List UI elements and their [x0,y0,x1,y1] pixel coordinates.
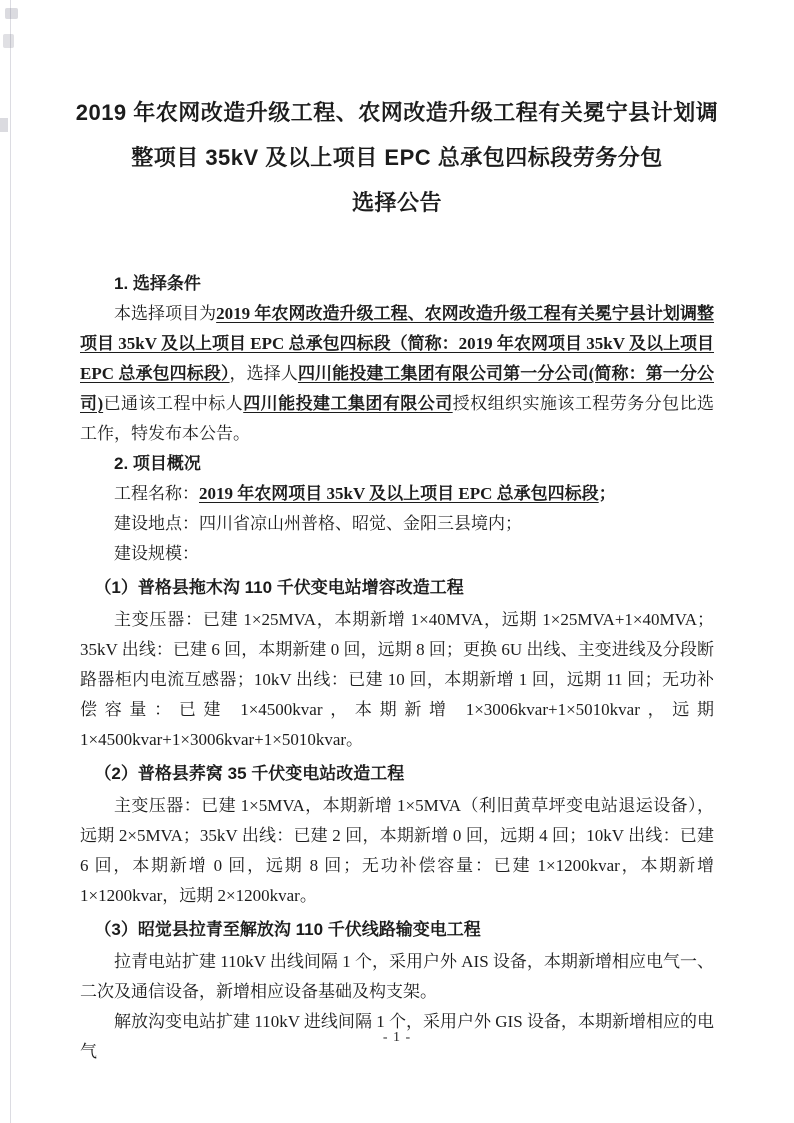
section-subheading [80,759,714,789]
text-run: 授权组织实施该工程劳务分包比选工作，特发布本公告。 [80,394,715,443]
text-run: （3）昭觉县拉青至解放沟 110 千伏线路输变电工程 [94,920,481,939]
paragraph [80,299,714,449]
page-number: - 1 - [382,1030,412,1045]
text-run: 解放沟变电站扩建 110kV 进线间隔 1 个，采用户外 GIS 设备，本期新增相应的电气 [80,1012,714,1061]
text-run: 拉青电站扩建 110kV 出线间隔 1 个，采用户外 AIS 设备，本期新增相应电气一、二次及通信设备，新增相应设备基础及构支架。 [80,952,714,1001]
paragraph [80,509,714,539]
text-run: 主变压器：已建 1×5MVA，本期新增 1×5MVA（利旧黄草坪变电站退运设备），远期 2×5MVA；35kV 出线：已建 2 回，本期新增 0 回，远期 4 回；10kV 出线：已建 6 回，本期新增 0 回，远期 8 回；无功补偿容量：已建 1×1200kvar，本期新增 1×1200kvar，远期 2×1200kvar。 [80,796,714,905]
paragraph [80,947,714,1007]
text-run: 1. 选择条件 [114,274,201,293]
text-run: 建设地点：四川省凉山州普格、昭觉、金阳三县境内； [114,514,522,533]
text-run: 四川能投建工集团有限公司第一分公司(简称：第一分公司) [80,364,714,413]
paragraph [80,605,714,755]
text-run: 四川能投建工集团有限公司 [243,394,453,413]
section-heading [80,449,714,479]
text-run: 已通该工程中标人 [103,394,244,413]
scan-artifact-mark [3,34,14,48]
text-run: 建设规模： [114,544,199,563]
scan-artifact-mark [5,8,18,19]
text-run: 2. 项目概况 [114,454,201,473]
text-run: 主变压器：已建 1×25MVA，本期新增 1×40MVA，远期 1×25MVA+1×40MVA；35kV 出线：已建 6 回，本期新建 0 回，远期 8 回；更换 6U 出线、主变进线及分段断路器柜内电流互感器；10kV 出线：已建 10 回，本期新增 1 回，远期 11 回；无功补偿容量：已建 1×4500kvar，本期新增 1×3006kvar+1×5010kvar，远期 1×4500kvar+1×3006kvar+1×5010kvar。 [80,610,714,749]
document-title [56,0,738,225]
text-run: （1）普格县拖木沟 110 千伏变电站增容改造工程 [94,578,464,597]
paragraph [80,479,714,509]
text-run: （2）普格县荞窝 35 千伏变电站改造工程 [94,764,405,783]
scan-artifact-line [10,0,11,1123]
section-heading [80,269,714,299]
section-subheading [80,573,714,603]
document-body [0,269,794,1067]
paragraph [80,539,714,569]
document-title-line: 2019 年农网改造升级工程、农网改造升级工程有关冕宁县计划调 [75,100,719,125]
paragraph [80,791,714,911]
scan-artifact-mark [0,118,8,132]
text-run: 2019 年农网改造升级工程、农网改造升级工程有关冕宁县计划调整项目 35kV 及以上项目 EPC 总承包四标段（简称：2019 年农网项目 35kV 及以上项目 EPC 总承包四标段） [80,304,715,383]
document-title-line: 整项目 35kV 及以上项目 EPC 总承包四标段劳务分包 [131,145,663,170]
document-title-line: 选择公告 [351,190,442,215]
text-run: 2019 年农网项目 35kV 及以上项目 EPC 总承包四标段 [199,484,599,503]
text-run: ； [598,484,616,503]
text-run: 工程名称： [114,484,199,503]
text-run: 本选择项目为 [114,304,217,323]
text-run: ，选择人 [229,364,298,383]
section-subheading [80,915,714,945]
